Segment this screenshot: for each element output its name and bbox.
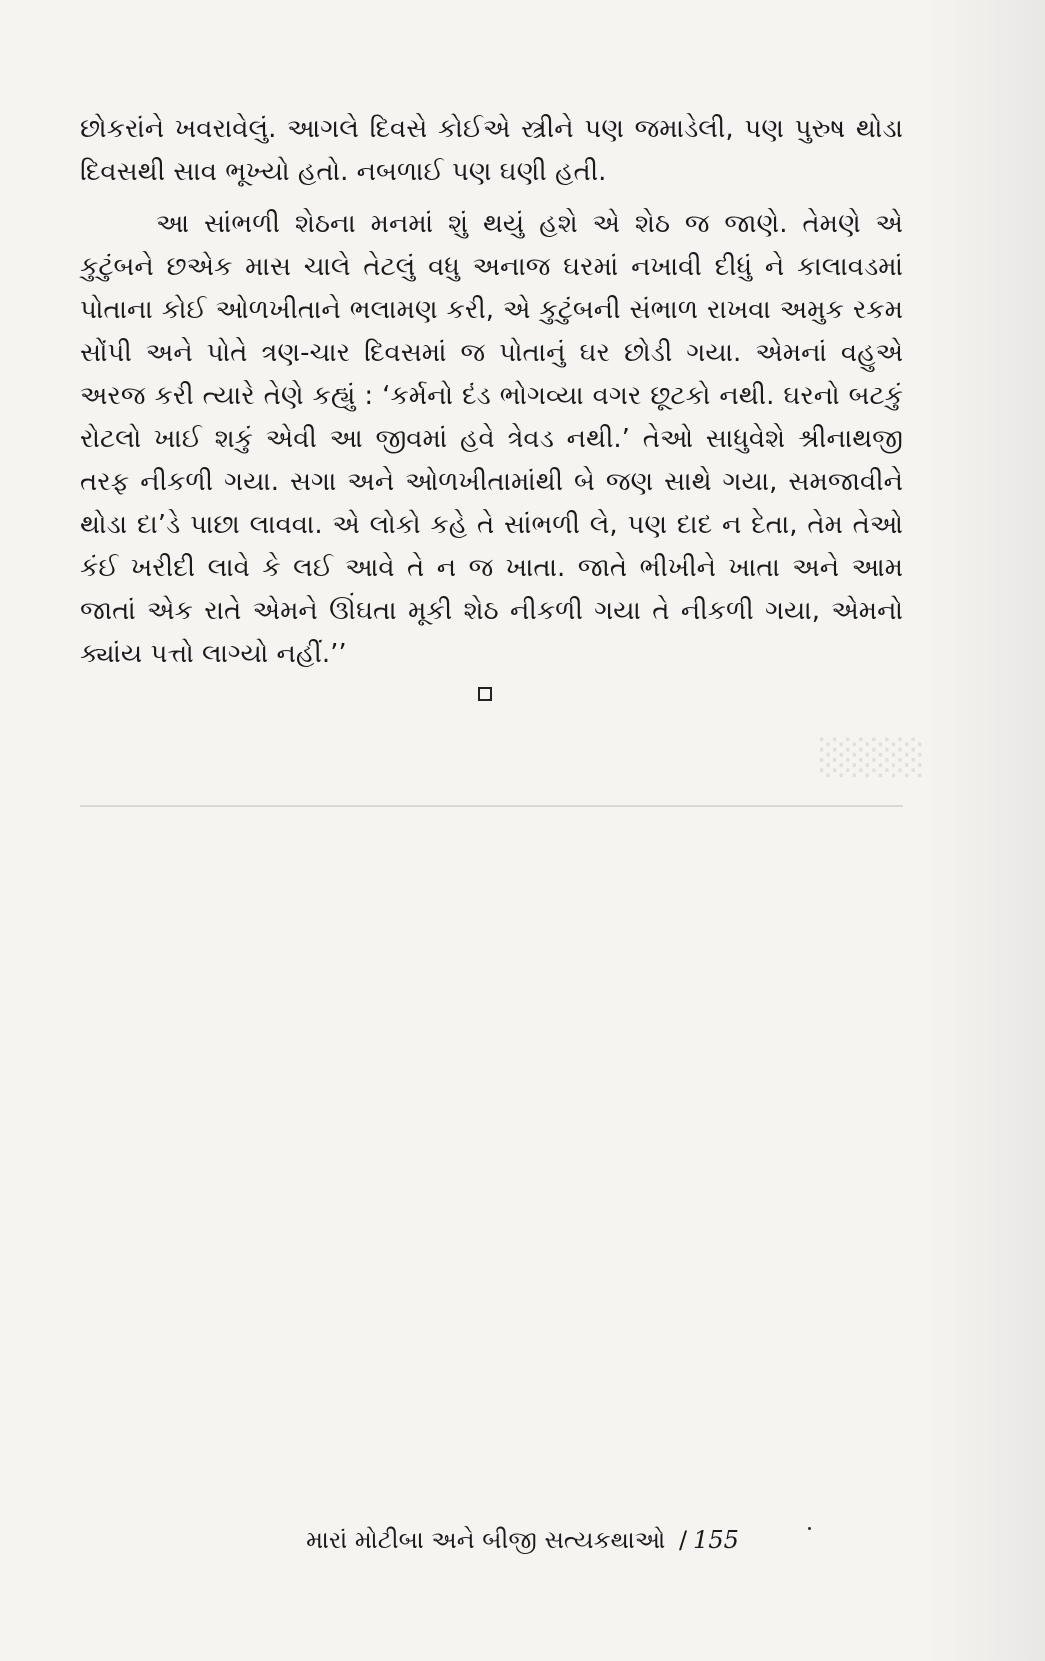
show-through-rule — [80, 805, 903, 807]
footer-separator: / — [678, 1526, 688, 1554]
page-number: 155 — [693, 1526, 739, 1554]
page-edge-shadow — [925, 0, 1045, 1661]
paragraph-2: આ સાંભળી શેઠના મનમાં શું થયું હશે એ શેઠ જ જાણે. તેમણે એ કુટુંબને છએક માસ ચાલે તેટલું વધુ અનાજ ઘરમાં નખાવી દીધું ને કાલાવડમાં પોતાના કોઈ ઓળખીતાને ભલામણ કરી, એ કુટુંબની સંભાળ રાખવા અમુક રકમ સોંપી અને પોતે ત્રણ-ચાર દિવસમાં જ પોતાનું ઘર છોડી ગયા. એમનાં વહુએ અરજ કરી ત્યારે તેણે કહ્યું : ‘કર્મનો દંડ ભોગવ્યા વગર છૂટકો નથી. ઘરનો બટકું રોટલો ખાઈ શકું એવી આ જીવમાં હવે ત્રેવડ નથી.’ તેઓ સાધુવેશે શ્રીનાથજી તરફ નીકળી ગયા. સગા અને ઓળખીતામાંથી બે જણ સાથે ગયા, સમજાવીને થોડા દા’ડે પાછા લાવવા. એ લોકો કહે તે સાંભળી લે, પણ દાદ ન દેતા, તેમ તેઓ કંઈ ખરીદી લાવે કે લઈ આવે તે ન જ ખાતા. જાતે ભીખીને ખાતા અને આમ જાતાં એક રાતે એમને ઊંઘતા મૂકી શેઠ નીકળી ગયા તે નીકળી ગયા, એમનો ક્યાંય પત્તો લાગ્યો નહીં.’’ — [80, 209, 903, 669]
ink-speck — [808, 1527, 811, 1530]
hollow-square-icon — [478, 687, 492, 701]
page-footer — [0, 1526, 1045, 1554]
body-text — [80, 108, 903, 685]
show-through-heading-shape: ░░░░ — [820, 738, 925, 778]
paragraph-1: છોકરાંને ખવરાવેલું. આગલે દિવસે કોઈએ સ્ત્રીને પણ જમાડેલી, પણ પુરુષ થોડા દિવસથી સાવ ભૂખ્યો હતો. નબળાઈ પણ ઘણી હતી. — [80, 114, 903, 187]
footer-book-title: મારાં મોટીબા અને બીજી સત્યકથાઓ — [306, 1526, 666, 1554]
